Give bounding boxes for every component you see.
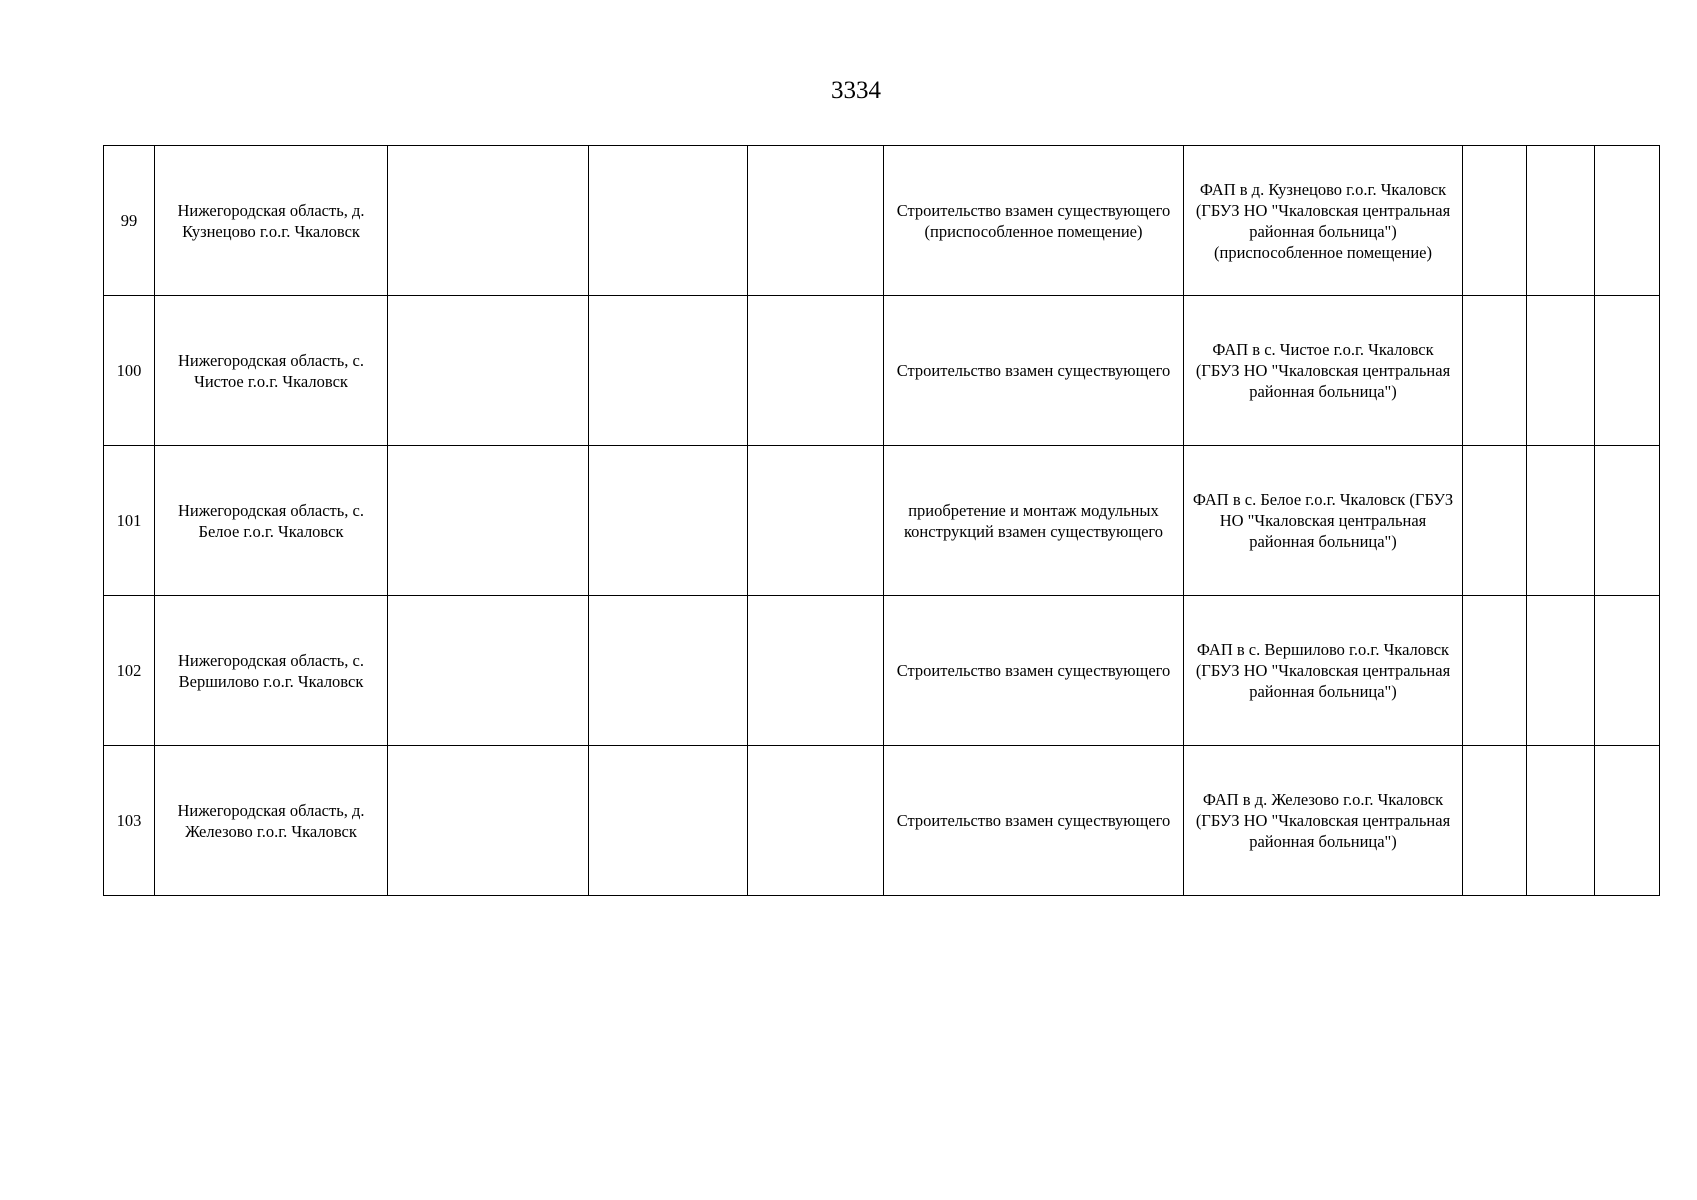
work-type-cell: Строительство взамен существующего — [884, 296, 1184, 446]
row-number-cell: 99 — [104, 146, 155, 296]
empty-cell — [1527, 296, 1595, 446]
empty-cell — [748, 746, 884, 896]
empty-cell — [1463, 446, 1527, 596]
empty-cell — [388, 446, 589, 596]
empty-cell — [1463, 296, 1527, 446]
table-row — [104, 596, 1660, 746]
table-row — [104, 746, 1660, 896]
address-cell: Нижегородская область, д. Железово г.о.г. Чкаловск — [155, 746, 388, 896]
empty-cell — [1595, 146, 1660, 296]
empty-cell — [589, 146, 748, 296]
row-number-cell: 103 — [104, 746, 155, 896]
empty-cell — [388, 146, 589, 296]
work-type-cell: Строительство взамен существующего — [884, 746, 1184, 896]
facility-cell: ФАП в д. Железово г.о.г. Чкаловск (ГБУЗ НО "Чкаловская центральная районная больница") — [1184, 746, 1463, 896]
empty-cell — [748, 446, 884, 596]
row-number-cell: 100 — [104, 296, 155, 446]
empty-cell — [589, 596, 748, 746]
empty-cell — [1463, 146, 1527, 296]
work-type-cell: приобретение и монтаж модульных конструкций взамен существующего — [884, 446, 1184, 596]
empty-cell — [1595, 446, 1660, 596]
facility-cell: ФАП в д. Кузнецово г.о.г. Чкаловск (ГБУЗ НО "Чкаловская центральная районная больница") (приспособленное помещение) — [1184, 146, 1463, 296]
page-number: 3334 — [831, 77, 881, 104]
facility-cell: ФАП в с. Белое г.о.г. Чкаловск (ГБУЗ НО "Чкаловская центральная районная больница") — [1184, 446, 1463, 596]
empty-cell — [589, 746, 748, 896]
empty-cell — [388, 596, 589, 746]
empty-cell — [1595, 296, 1660, 446]
facility-cell: ФАП в с. Вершилово г.о.г. Чкаловск (ГБУЗ НО "Чкаловская центральная районная больница") — [1184, 596, 1463, 746]
empty-cell — [748, 296, 884, 446]
facility-table — [103, 145, 1660, 896]
empty-cell — [1595, 746, 1660, 896]
empty-cell — [1527, 746, 1595, 896]
row-number-cell: 101 — [104, 446, 155, 596]
empty-cell — [1527, 596, 1595, 746]
address-cell: Нижегородская область, с. Чистое г.о.г. Чкаловск — [155, 296, 388, 446]
work-type-cell: Строительство взамен существующего (приспособленное помещение) — [884, 146, 1184, 296]
empty-cell — [589, 446, 748, 596]
table-row — [104, 296, 1660, 446]
empty-cell — [388, 746, 589, 896]
empty-cell — [1463, 596, 1527, 746]
row-number-cell: 102 — [104, 596, 155, 746]
table-row — [104, 446, 1660, 596]
empty-cell — [748, 146, 884, 296]
empty-cell — [388, 296, 589, 446]
facility-cell: ФАП в с. Чистое г.о.г. Чкаловск (ГБУЗ НО "Чкаловская центральная районная больница") — [1184, 296, 1463, 446]
empty-cell — [1463, 746, 1527, 896]
address-cell: Нижегородская область, с. Вершилово г.о.г. Чкаловск — [155, 596, 388, 746]
empty-cell — [1527, 446, 1595, 596]
address-cell: Нижегородская область, с. Белое г.о.г. Чкаловск — [155, 446, 388, 596]
address-cell: Нижегородская область, д. Кузнецово г.о.г. Чкаловск — [155, 146, 388, 296]
empty-cell — [748, 596, 884, 746]
work-type-cell: Строительство взамен существующего — [884, 596, 1184, 746]
table-row — [104, 146, 1660, 296]
empty-cell — [589, 296, 748, 446]
empty-cell — [1527, 146, 1595, 296]
empty-cell — [1595, 596, 1660, 746]
